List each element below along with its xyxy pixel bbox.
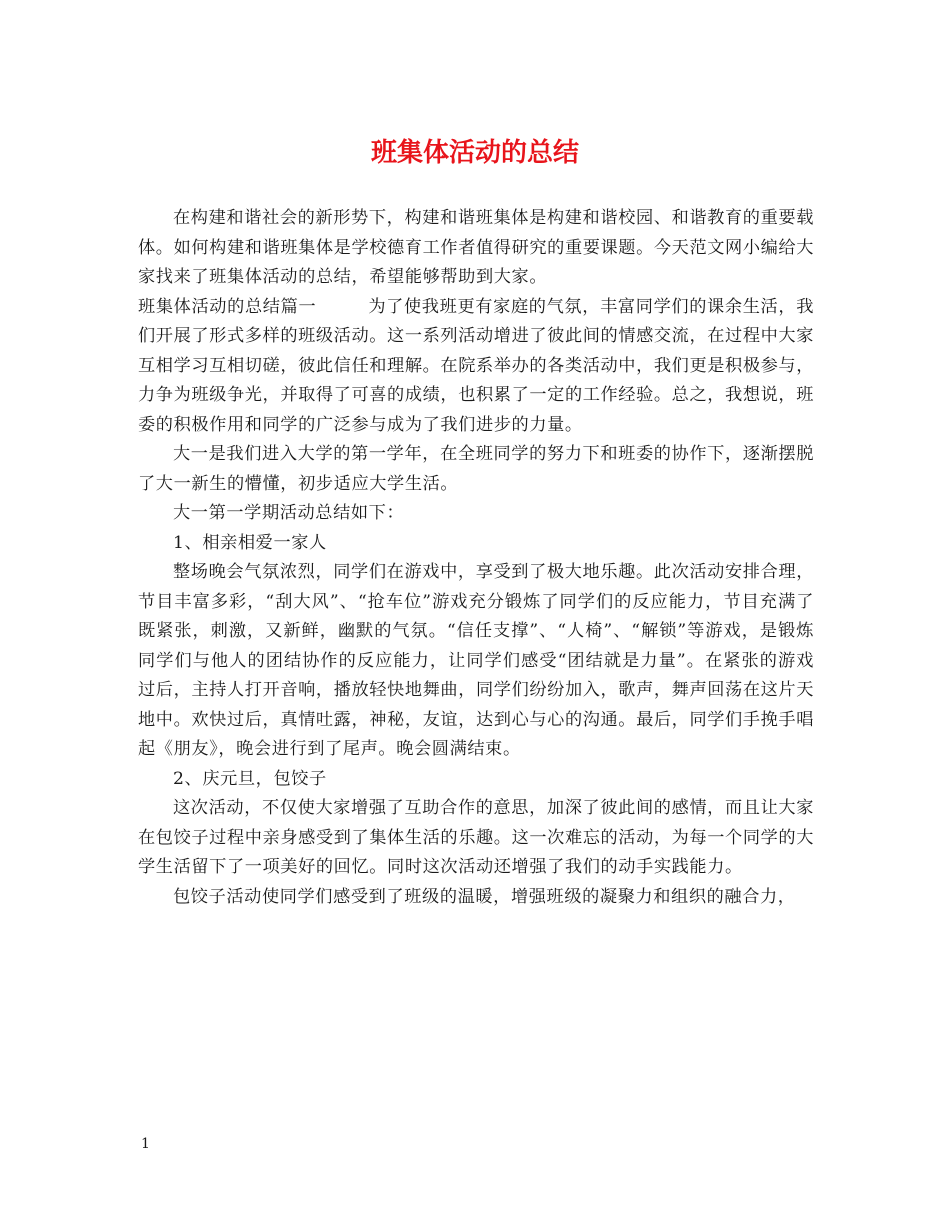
paragraph: 包饺子活动使同学们感受到了班级的温暖，增强班级的凝聚力和组织的融合力， bbox=[173, 886, 796, 907]
item-one-heading: 1、相亲相爱一家人 bbox=[173, 532, 327, 553]
document-body bbox=[138, 204, 814, 912]
section-one-paragraph bbox=[138, 293, 814, 441]
item-two-body: 这次活动，不仅使大家增强了互助合作的意思，加深了彼此间的感情，而且让大家在包饺子过程中亲身感受到了集体生活的乐趣。这一次难忘的活动，为每一个同学的大学生活留下了一项美好的回忆。同时这次活动还增强了我们的动手实践能力。 bbox=[138, 798, 814, 877]
paragraph: 大一第一学期活动总结如下： bbox=[173, 503, 405, 523]
paragraph: 大一是我们进入大学的第一学年，在全班同学的努力下和班委的协作下，逐渐摆脱了大一新生的懵懂，初步适应大学生活。 bbox=[138, 444, 814, 494]
intro-paragraph: 在构建和谐社会的新形势下，构建和谐班集体是构建和谐校园、和谐教育的重要载体。如何构建和谐班集体是学校德育工作者值得研究的重要课题。今天范文网小编给大家找来了班集体活动的总结，希望能够帮助到大家。 bbox=[138, 208, 814, 287]
section-one-text: 为了使我班更有家庭的气氛，丰富同学们的课余生活，我们开展了形式多样的班级活动。这一系列活动增进了彼此间的情感交流，在过程中大家互相学习互相切磋，彼此信任和理解。在院系举办的各类活动中，我们更是积极参与，力争为班级争光，并取得了可喜的成绩，也积累了一定的工作经验。总之，我想说，班委的积极作用和同学的广泛参与成为了我们进步的力量。 bbox=[138, 296, 814, 435]
section-label: 班集体活动的总结篇一 bbox=[138, 296, 317, 317]
item-one-body: 整场晚会气氛浓烈，同学们在游戏中，享受到了极大地乐趣。此次活动安排合理，节目丰富多彩，“刮大风”、“抢车位”游戏充分锻炼了同学们的反应能力，节目充满了既紧张，刺激，又新鲜，幽默的气氛。“信任支撑”、“人椅”、“解锁”等游戏，是锻炼同学们与他人的团结协作的反应能力，让同学们感受“团结就是力量”。在紧张的游戏过后，主持人打开音响，播放轻快地舞曲，同学们纷纷加入，歌声，舞声回荡在这片天地中。欢快过后，真情吐露，神秘，友谊，达到心与心的沟通。最后，同学们手挽手唱起《朋友》，晚会进行到了尾声。晚会圆满结束。 bbox=[138, 562, 814, 759]
page-number: 1 bbox=[141, 1136, 150, 1152]
item-two-heading: 2、庆元旦，包饺子 bbox=[173, 768, 327, 789]
page-title: 班集体活动的总结 bbox=[370, 138, 579, 168]
